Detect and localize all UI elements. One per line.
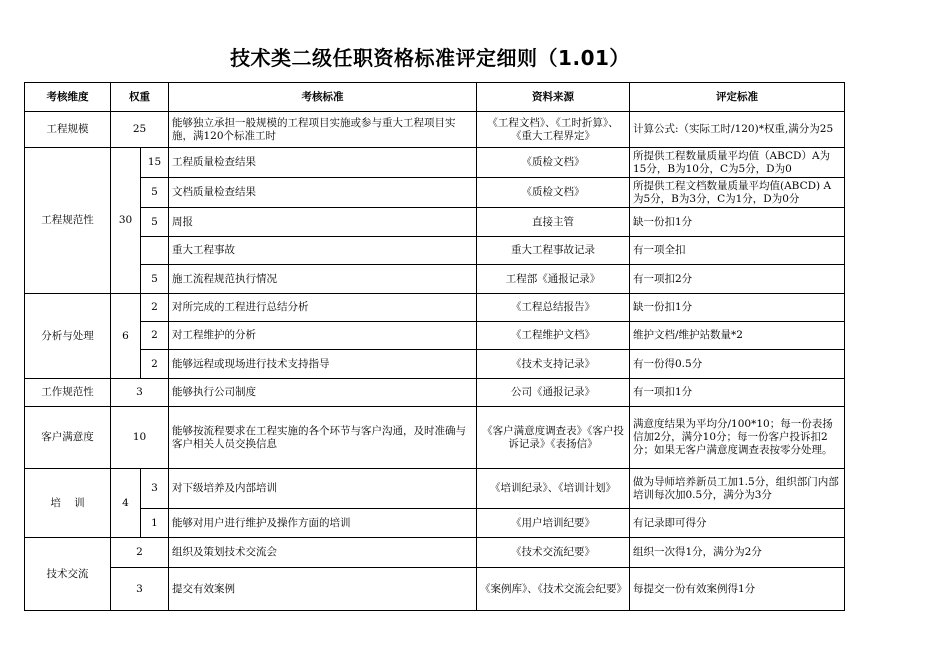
standard-cell: 对所完成的工程进行总结分析 [169,294,477,322]
standard-cell: 能够远程或现场进行技术支持指导 [169,350,477,379]
criteria-cell: 每提交一份有效案例得1分 [630,568,845,611]
source-cell: 重大工程事故记录 [477,237,630,265]
source-cell: 《客户满意度调查表》《客户投诉记录》《表扬信》 [477,407,630,469]
source-cell: 公司《通报记录》 [477,379,630,407]
source-cell: 《质检文档》 [477,178,630,208]
weight-cell: 10 [111,407,169,469]
weight-cell: 6 [111,294,141,379]
source-cell: 《培训纪录》、《培训计划》 [477,469,630,509]
standard-cell: 能够执行公司制度 [169,379,477,407]
criteria-cell: 维护文档/维护站数量*2 [630,322,845,350]
criteria-cell: 计算公式:（实际工时/120)*权重,满分为25 [630,112,845,148]
source-cell: 《质检文档》 [477,148,630,178]
criteria-cell: 组织一次得1分，满分为2分 [630,538,845,568]
document-title: 技术类二级任职资格标准评定细则（1.01） [230,46,630,70]
table-row [25,322,845,350]
header-weight: 权重 [111,83,169,112]
source-cell: 《工程文档》、《工时折算》、《重大工程界定》 [477,112,630,148]
source-cell: 《用户培训纪要》 [477,509,630,538]
source-cell: 《案例库》、《技术交流会纪要》 [477,568,630,611]
dimension-cell: 培 训 [25,469,111,538]
table-row [25,112,845,148]
dimension-cell: 技术交流 [25,538,111,611]
criteria-cell: 缺一份扣1分 [630,208,845,237]
sub-weight-cell: 5 [141,208,169,237]
criteria-cell: 缺一份扣1分 [630,294,845,322]
sub-weight-cell: 2 [141,294,169,322]
header-standard: 考核标准 [169,83,477,112]
table-row [25,538,845,568]
weight-cell: 4 [111,469,141,538]
standard-cell: 能够独立承担一般规模的工程项目实施或参与重大工程项目实施，满120个标准工时 [169,112,477,148]
criteria-cell: 所提供工程数量质量平均值（ABCD）A为15分，B为10分，C为5分，D为0 [630,148,845,178]
weight-cell: 2 [111,538,169,568]
table-row [25,178,845,208]
table-row [25,469,845,509]
standard-cell: 对下级培养及内部培训 [169,469,477,509]
source-cell: 工程部《通报记录》 [477,265,630,294]
table-row [25,265,845,294]
evaluation-table [24,82,845,611]
standard-cell: 文档质量检查结果 [169,178,477,208]
weight-cell: 3 [111,379,169,407]
sub-weight-cell: 15 [141,148,169,178]
header-criteria: 评定标准 [630,83,845,112]
weight-cell: 25 [111,112,169,148]
dimension-cell: 工程规模 [25,112,111,148]
table-row [25,350,845,379]
dimension-cell: 分析与处理 [25,294,111,379]
dimension-cell: 工作规范性 [25,379,111,407]
table-row [25,407,845,469]
table-row [25,509,845,538]
header-row [25,83,845,112]
criteria-cell: 有记录即可得分 [630,509,845,538]
source-cell: 《技术支持记录》 [477,350,630,379]
table-row [25,148,845,178]
header-source: 资料来源 [477,83,630,112]
table-row [25,208,845,237]
table-row [25,294,845,322]
standard-cell: 重大工程事故 [169,237,477,265]
standard-cell: 工程质量检查结果 [169,148,477,178]
sub-weight-cell: 2 [141,322,169,350]
sub-weight-cell: 5 [141,178,169,208]
standard-cell: 施工流程规范执行情况 [169,265,477,294]
standard-cell: 对工程维护的分析 [169,322,477,350]
source-cell: 《技术交流纪要》 [477,538,630,568]
header-dimension: 考核维度 [25,83,111,112]
table-row [25,237,845,265]
table-row [25,568,845,611]
criteria-cell: 满意度结果为平均分/100*10；每一份表扬信加2分，满分10分；每一份客户投诉扣2分；如果无客户满意度调查表按零分处理。 [630,407,845,469]
weight-cell: 30 [111,148,141,294]
criteria-cell: 有一项扣2分 [630,265,845,294]
sub-weight-cell [141,237,169,265]
dimension-cell: 客户满意度 [25,407,111,469]
criteria-cell: 有一项全扣 [630,237,845,265]
criteria-cell: 做为导师培养新员工加1.5分，组织部门内部培训每次加0.5分，满分为3分 [630,469,845,509]
weight-cell: 3 [111,568,169,611]
sub-weight-cell: 3 [141,469,169,509]
sub-weight-cell: 5 [141,265,169,294]
standard-cell: 提交有效案例 [169,568,477,611]
criteria-cell: 有一份得0.5分 [630,350,845,379]
source-cell: 《工程维护文档》 [477,322,630,350]
dimension-cell: 工程规范性 [25,148,111,294]
standard-cell: 能够对用户进行维护及操作方面的培训 [169,509,477,538]
standard-cell: 周报 [169,208,477,237]
criteria-cell: 所提供工程文档数量质量平均值(ABCD) A为5分，B为3分，C为1分，D为0分 [630,178,845,208]
standard-cell: 能够按流程要求在工程实施的各个环节与客户沟通，及时准确与客户相关人员交换信息 [169,407,477,469]
sub-weight-cell: 1 [141,509,169,538]
source-cell: 直接主管 [477,208,630,237]
source-cell: 《工程总结报告》 [477,294,630,322]
standard-cell: 组织及策划技术交流会 [169,538,477,568]
sub-weight-cell: 2 [141,350,169,379]
table-row [25,379,845,407]
criteria-cell: 有一项扣1分 [630,379,845,407]
